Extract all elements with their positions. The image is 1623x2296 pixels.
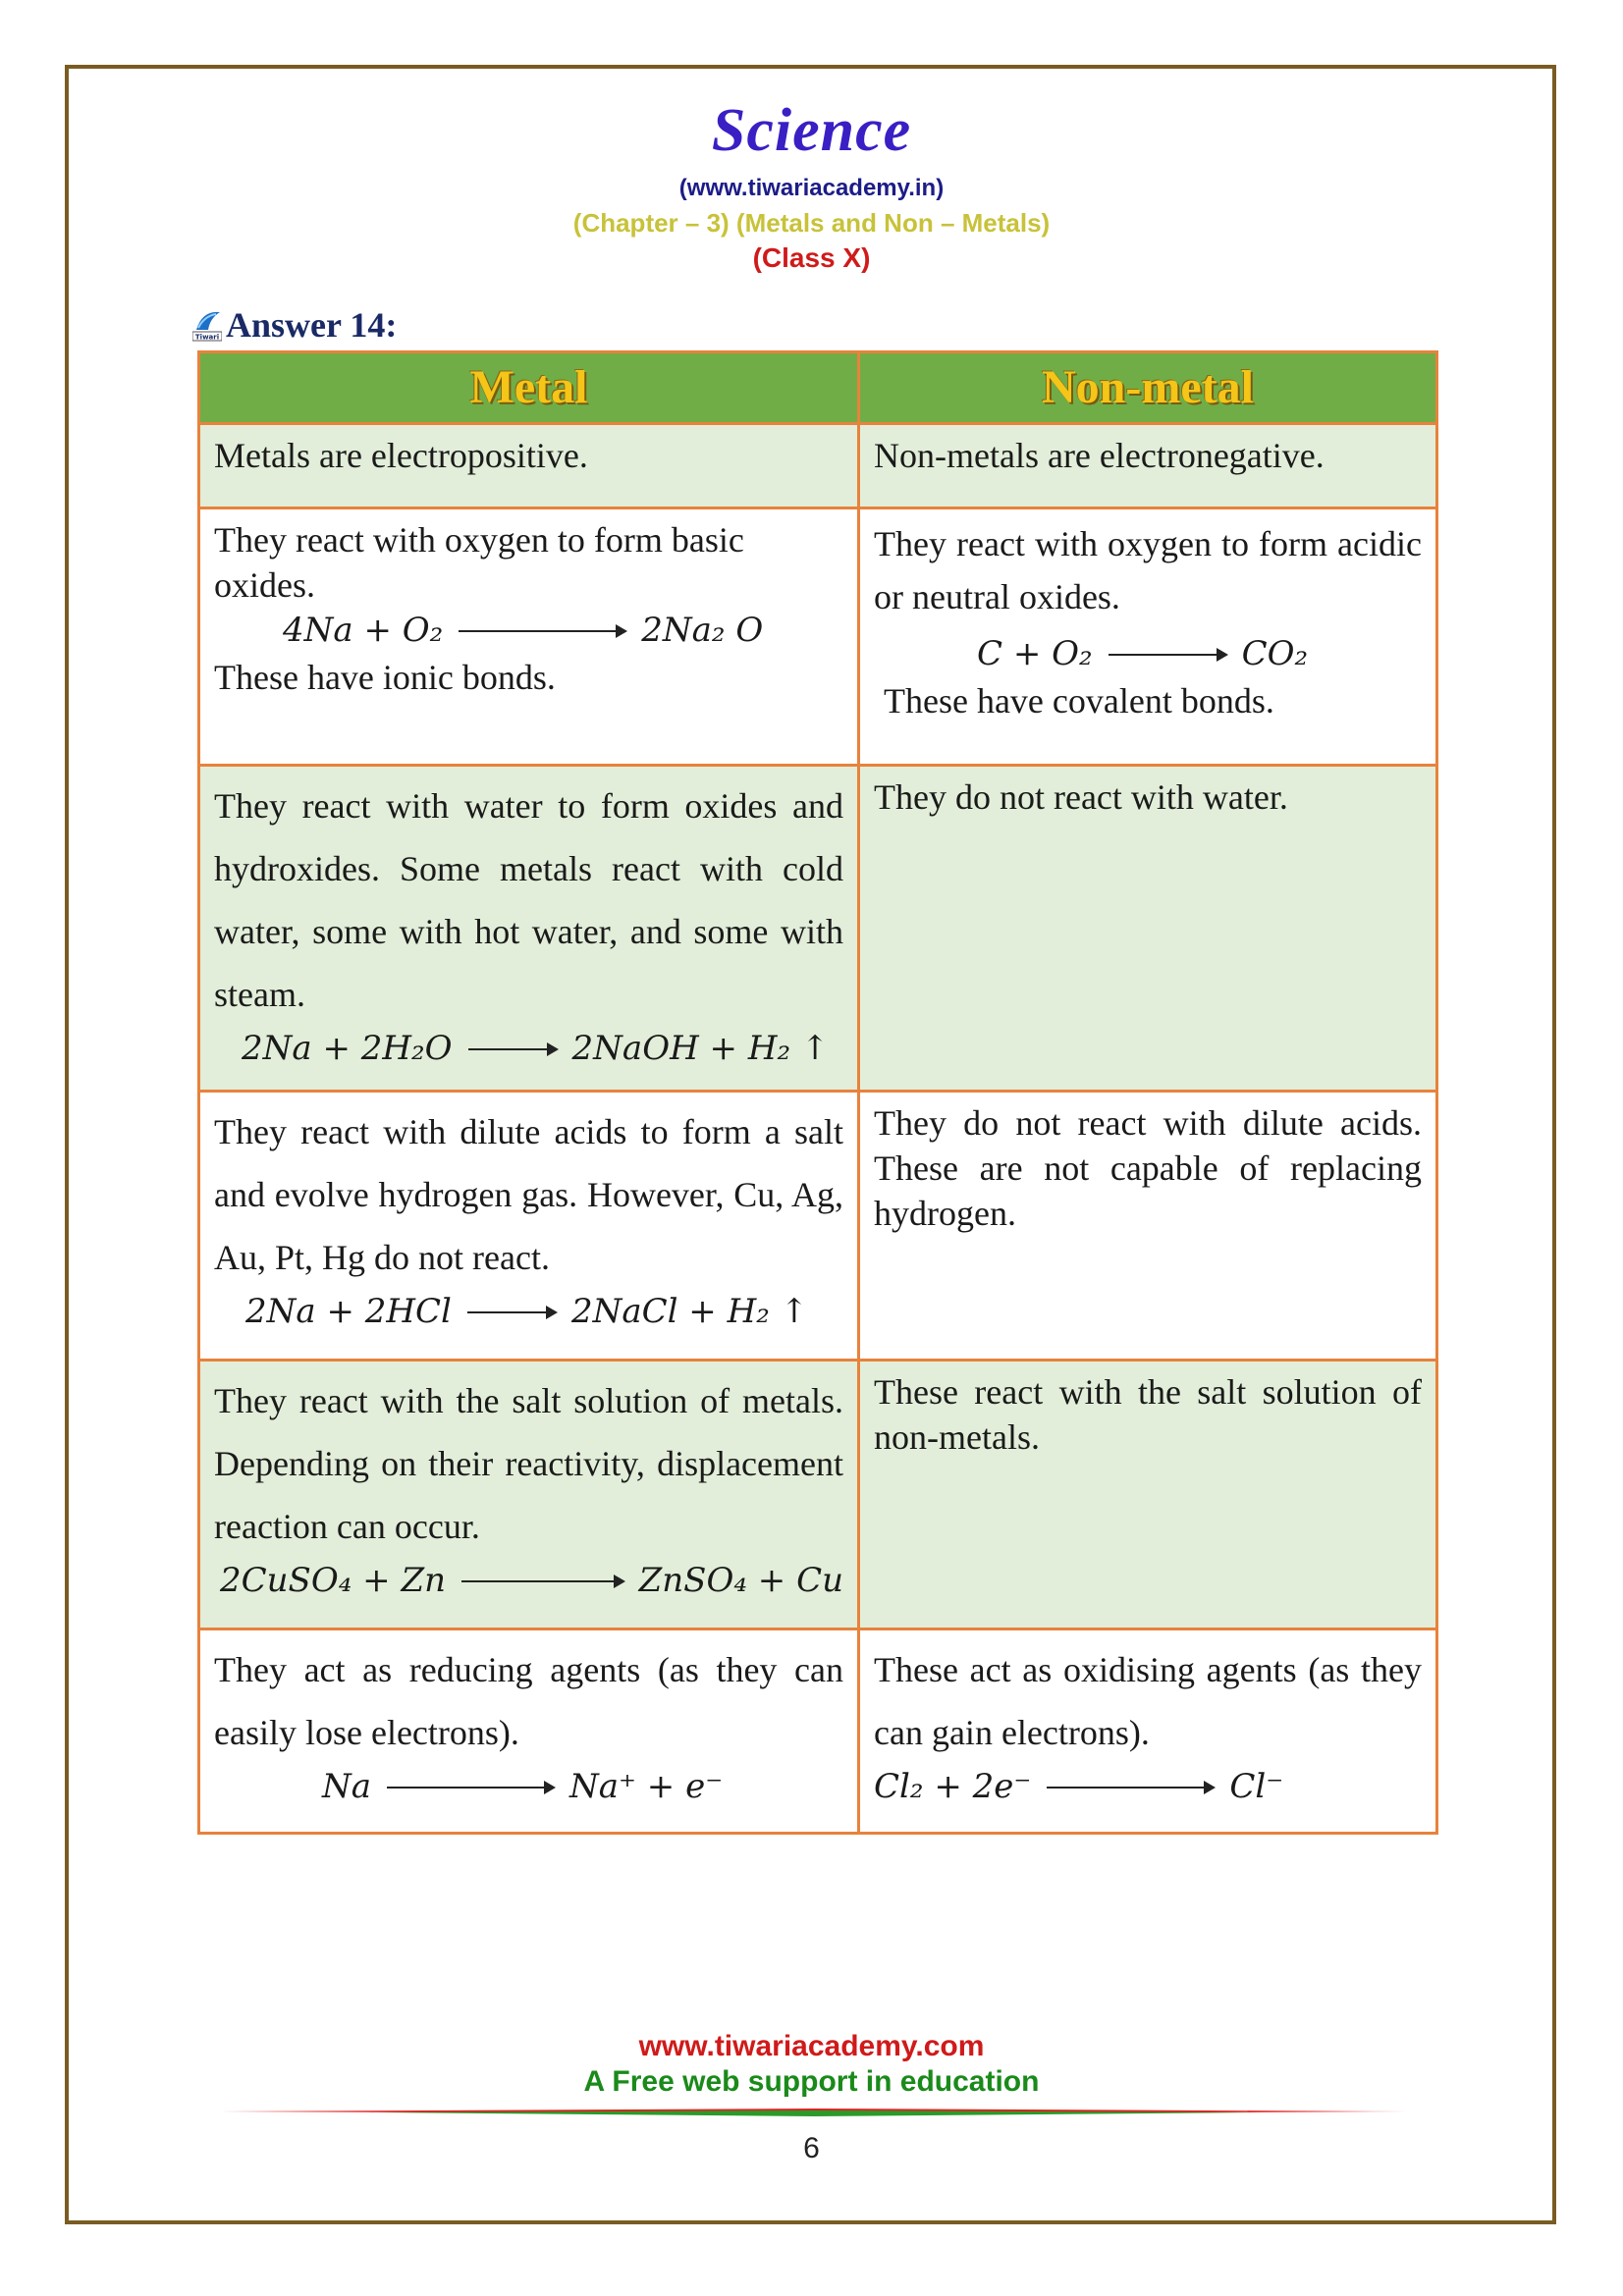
cell-text: Non-metals are electronegative. (874, 436, 1325, 475)
equation-right: 2NaOH + H₂ ↑ (571, 1029, 830, 1069)
cell-text: They react with oxygen to form acidic or neutral oxides. (874, 524, 1422, 616)
nonmetal-cell (859, 508, 1437, 766)
equation (874, 1764, 1422, 1811)
reaction-arrow-icon (459, 630, 625, 632)
cell-text: They react with water to form oxides and hydroxides. Some metals react with cold water, some with hot water, and some with steam. (214, 786, 843, 1015)
reaction-arrow-icon (467, 1311, 556, 1313)
answer-heading (192, 304, 397, 346)
equation-right: ZnSO₄ + Cu (638, 1561, 843, 1601)
nonmetal-cell (859, 1092, 1437, 1361)
metal-cell (199, 424, 859, 508)
table-row (199, 424, 1437, 508)
page-number: 6 (803, 2132, 820, 2164)
metal-cell (199, 766, 859, 1092)
equation (214, 608, 843, 655)
metal-cell (199, 508, 859, 766)
equation-right: Cl⁻ (1229, 1767, 1284, 1807)
metal-cell (199, 1361, 859, 1629)
nonmetal-cell (859, 766, 1437, 1092)
table-header-row (199, 352, 1437, 424)
comparison-table (197, 350, 1438, 1835)
footer-tagline: A Free web support in education (583, 2065, 1040, 2098)
cell-text: They do not react with water. (874, 777, 1288, 817)
equation-left: 2CuSO₄ + Zn (220, 1561, 446, 1601)
svg-text:Tiwari: Tiwari (194, 333, 220, 342)
equation-left: 2Na + 2HCl (245, 1292, 452, 1332)
footer-website: www.tiwariacademy.com (638, 2030, 985, 2062)
equation-left: C + O₂ (977, 634, 1093, 673)
equation-left: 2Na + 2H₂O (242, 1029, 453, 1069)
answer-label: Answer 14: (226, 305, 398, 345)
class-label: (Class X) (752, 242, 871, 273)
cell-text: They act as reducing agents (as they can easily lose electrons). (214, 1650, 843, 1753)
reaction-arrow-icon (468, 1048, 557, 1050)
header-website: (www.tiwariacademy.in) (678, 175, 945, 201)
cell-text: These react with the salt solution of non-metals. (874, 1372, 1422, 1458)
equation (214, 1289, 843, 1336)
cell-text: They react with oxygen to form basic oxides. (214, 520, 744, 606)
cell-text: These act as oxidising agents (as they can gain electrons). (874, 1650, 1422, 1753)
nonmetal-cell (859, 424, 1437, 508)
cell-text: Metals are electropositive. (214, 436, 588, 475)
page-title: Science (711, 97, 912, 164)
reaction-arrow-icon (1109, 654, 1226, 656)
equation-right: CO₂ (1241, 634, 1309, 673)
equation (214, 1764, 843, 1811)
table-row (199, 766, 1437, 1092)
nonmetal-cell (859, 1629, 1437, 1834)
header-metal: Metal (199, 352, 859, 424)
cell-text: They react with the salt solution of metals. Depending on their reactivity, displacement reaction can occur. (214, 1381, 843, 1547)
cell-note: These have ionic bonds. (214, 657, 556, 697)
metal-cell (199, 1092, 859, 1361)
equation-right: Na⁺ + e⁻ (569, 1767, 724, 1807)
header-nonmetal: Non-metal (859, 352, 1437, 424)
equation-left: 4Na + O₂ (283, 611, 444, 651)
equation-left: Na (322, 1767, 372, 1807)
reaction-arrow-icon (1047, 1787, 1214, 1789)
table-row (199, 1361, 1437, 1629)
cell-text: They do not react with dilute acids. These are not capable of replacing hydrogen. (874, 1103, 1422, 1234)
reaction-arrow-icon (461, 1580, 623, 1582)
table-row (199, 508, 1437, 766)
footer-divider (220, 2109, 1408, 2116)
cell-note: These have covalent bonds. (884, 680, 1274, 721)
reaction-arrow-icon (387, 1787, 554, 1789)
equation (874, 631, 1422, 678)
cell-text: They react with dilute acids to form a salt and evolve hydrogen gas. However, Cu, Ag, Au, Pt, Hg do not react. (214, 1112, 843, 1278)
tiwari-logo-icon (192, 308, 222, 342)
table-row (199, 1092, 1437, 1361)
nonmetal-cell (859, 1361, 1437, 1629)
chapter-heading: (Chapter – 3) (Metals and Non – Metals) (572, 208, 1051, 238)
table-row (199, 1629, 1437, 1834)
equation-right: 2Na₂ O (641, 611, 764, 651)
metal-cell (199, 1629, 859, 1834)
equation-right: 2NaCl + H₂ ↑ (570, 1292, 809, 1332)
equation-left: Cl₂ + 2e⁻ (874, 1767, 1032, 1807)
equation (214, 1026, 843, 1073)
equation (214, 1558, 843, 1605)
